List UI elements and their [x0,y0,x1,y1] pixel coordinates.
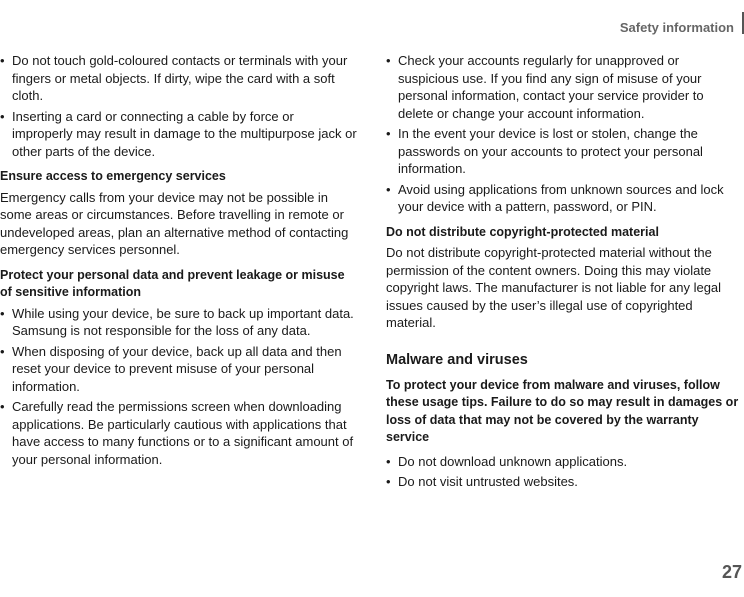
copyright-paragraph: Do not distribute copyright-protected material without the permission of the content owners. Doing this may violate copyright laws. The manufacturer is not liable for any legal issues caused by the user’s illegal use of copyrighted material. [386,245,722,330]
list-item: • Carefully read the permissions screen when downloading applications. Be particularly cautious with applications that have access to many functions or to a significant amount of your personal information. [0,399,354,467]
bullet-icon: • [0,343,5,359]
bullet-icon: • [0,108,5,124]
bullet-icon: • [0,305,5,321]
list-item: • Check your accounts regularly for unapproved or suspicious use. If you find any sign of misuse of your personal information, contact your service provider to delete or change your account information. [386,53,704,121]
malware-heading: To protect your device from malware and viruses, follow these usage tips. Failure to do so may result in damages or loss of data that may not be covered by the warranty service [386,377,739,444]
running-header: Safety information [619,20,734,35]
copyright-heading: Do not distribute copyright-protected material [386,224,659,239]
bullet-icon: • [386,53,391,68]
malware-list [386,453,742,491]
bullet-icon: • [0,399,5,414]
emergency-heading: Ensure access to emergency services [0,169,226,183]
bullet-icon: • [0,53,5,68]
page-number: 27 [721,562,742,582]
list-item: • In the event your device is lost or stolen, change the passwords on your accounts to protect your personal information. [386,126,703,176]
left-column [0,52,358,471]
bullet-icon: • [386,126,391,141]
list-item: • Do not touch gold-coloured contacts or terminals with your fingers or metal objects. If dirty, wipe the card with a soft cloth. [0,53,348,103]
protect-data-heading: Protect your personal data and prevent leakage or misuse of sensitive information [0,267,345,299]
bullet-icon: • [386,453,391,469]
account-safety-list [386,52,742,216]
bullet-icon: • [386,474,391,489]
malware-section-title: Malware and viruses [386,351,528,368]
list-item: • While using your device, be sure to back up important data. Samsung is not responsible for the loss of any data. [0,305,354,338]
right-column [386,52,742,494]
list-item: • Avoid using applications from unknown sources and lock your device with a pattern, password, or PIN. [386,181,724,214]
list-item: • When disposing of your device, back up all data and then reset your device to prevent misuse of your personal information. [0,343,342,394]
card-handling-list [0,52,358,160]
list-item: • Inserting a card or connecting a cable by force or improperly may result in damage to the multipurpose jack or other parts of the device. [0,108,357,159]
list-item: • Do not visit untrusted websites. [386,474,578,489]
protect-data-list [0,305,358,469]
emergency-paragraph: Emergency calls from your device may not be possible in some areas or circumstances. Before travelling in remote or undeveloped areas, plan an alternative method of contacting emergency services personnel. [0,189,349,257]
list-item: • Do not download unknown applications. [386,453,628,469]
bullet-icon: • [386,181,391,197]
